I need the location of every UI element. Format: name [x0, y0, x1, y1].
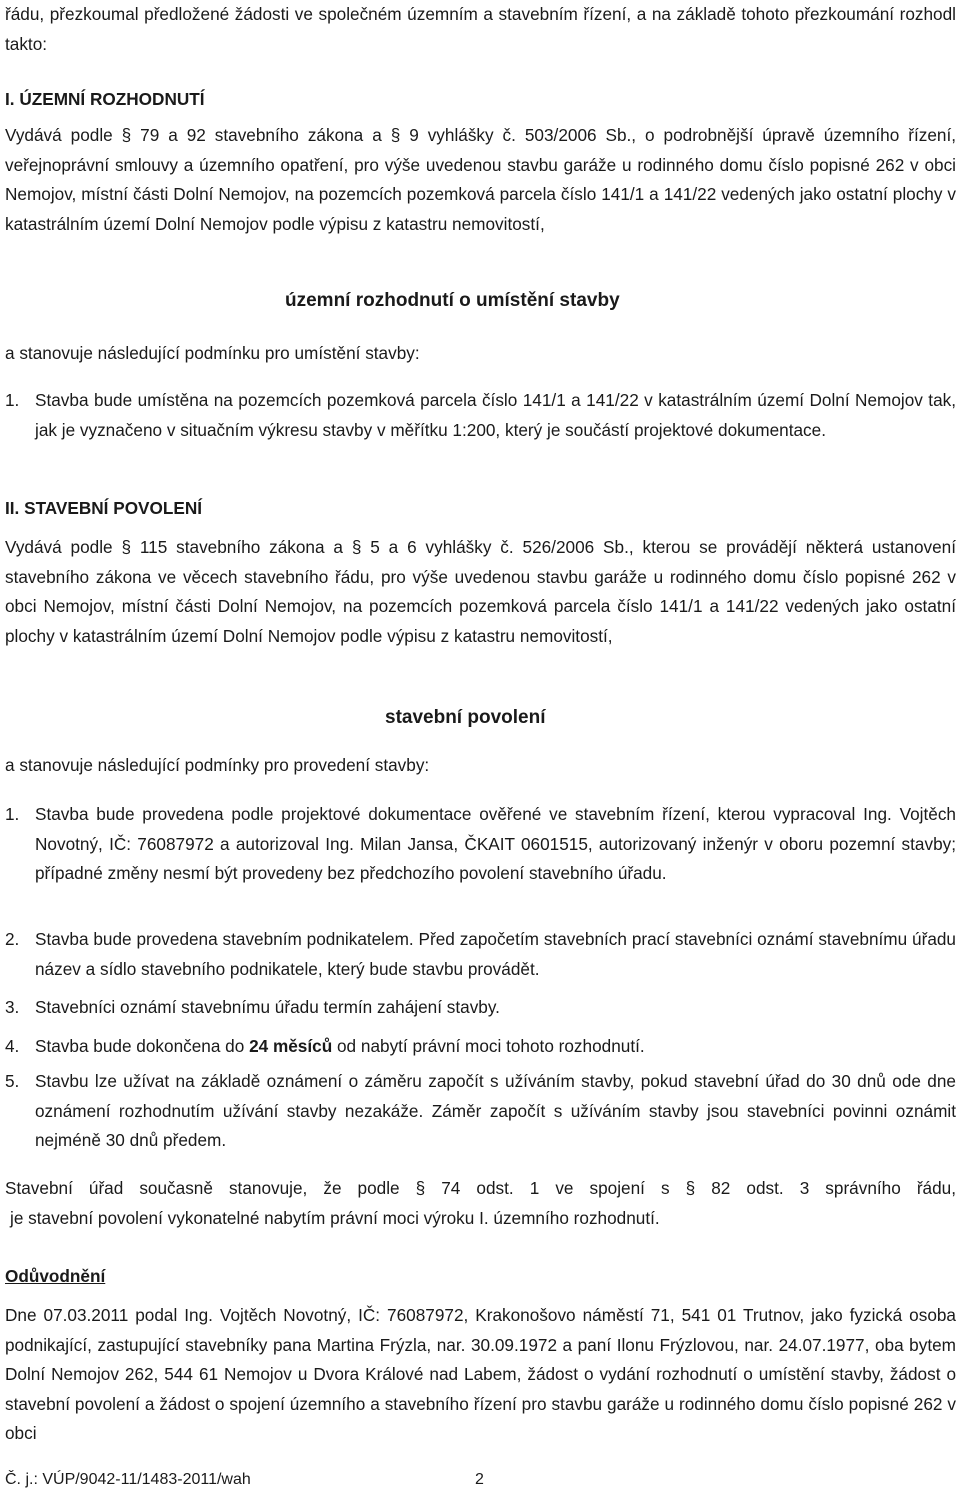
reasoning-paragraph: Dne 07.03.2011 podal Ing. Vojtěch Novotný, IČ: 76087972, Krakonošovo náměstí 71, 541 01 Trutnov, jako fyzická osoba podnikající, zastupující stavebníky pana Martina Frýzla, nar. 30.09.1972 a paní Ilonu Frýzlovou, nar. 24.07.1977, oba bytem Dolní Nemojov 262, 544 61 Nemojov u Dvora Králové nad Labem, žádost o vydání rozhodnutí o umístění stavby, žádost o stavební povolení a žádost o spojení územního a stavebního řízení pro stavbu garáže u rodinného domu číslo popisné 262 v obci — [5, 1305, 956, 1443]
list-number: 2. — [5, 929, 20, 949]
section1-paragraph-block — [5, 121, 956, 239]
list-number: 4. — [5, 1036, 20, 1056]
enforceability-line-1: Stavební úřad současně stanovuje, že podle § 74 odst. 1 ve spojení s § 82 odst. 3 správního řádu, — [5, 1178, 956, 1198]
section2-condition-1 — [5, 800, 956, 889]
page-footer — [5, 1471, 484, 1489]
list-item-text: Stavba bude umístěna na pozemcích pozemková parcela číslo 141/1 a 141/22 v katastrálním území Dolní Nemojov tak, jak je vyznačeno v situačním výkresu stavby v měřítku 1:200, který je součástí projektové dokumentace. — [35, 390, 956, 440]
section2-condition-3 — [5, 993, 956, 1023]
section2-condition-4 — [5, 1032, 956, 1062]
list-item-text: Stavebníci oznámí stavebnímu úřadu termín zahájení stavby. — [35, 997, 500, 1017]
enforceability-line-2: je stavební povolení vykonatelné nabytím právní moci výroku I. územního rozhodnutí. — [10, 1207, 660, 1228]
section1-title: územní rozhodnutí o umístění stavby — [285, 290, 620, 311]
section2-paragraph-block — [5, 533, 956, 651]
condition-4-text-after: od nabytí právní moci tohoto rozhodnutí. — [332, 1036, 645, 1056]
page-number: 2 — [475, 1471, 484, 1488]
section2-condition-2 — [5, 925, 956, 984]
list-item-text: Stavbu lze užívat na základě oznámení o záměru započít s užíváním stavby, pokud stavební úřad do 30 dnů ode dne oznámení rozhodnutím užívání stavby nezakáže. Záměr započít s užíváním stavby jsou stavebníci povinni oznámit nejméně 30 dnů předem. — [35, 1071, 956, 1150]
list-number: 1. — [5, 804, 20, 824]
list-item-text: Stavba bude provedena podle projektové dokumentace ověřené ve stavebním řízení, kterou vypracoval Ing. Vojtěch Novotný, IČ: 76087972 a autorizoval Ing. Milan Jansa, ČKAIT 0601515, autorizovaný inženýr v oboru pozemní stavby; případné změny nesmí být provedeny bez předchozího povolení stavebního úřadu. — [35, 804, 956, 883]
section1-condition-intro: a stanovuje následující podmínku pro umístění stavby: — [5, 343, 420, 363]
list-number: 5. — [5, 1071, 20, 1091]
enforceability-block — [5, 1174, 956, 1233]
section2-condition-intro: a stanovuje následující podmínky pro provedení stavby: — [5, 755, 430, 775]
intro-paragraph: řádu, přezkoumal předložené žádosti ve společném územním a stavebním řízení, a na základě tohoto přezkoumání rozhodl takto: — [5, 4, 956, 54]
section2-paragraph: Vydává podle § 115 stavebního zákona a § 5 a 6 vyhlášky č. 526/2006 Sb., kterou se provádějí některá ustanovení stavebního zákona ve věcech stavebního řádu, pro výše uvedenou stavbu garáže u rodinného domu číslo popisné 262 v obci Nemojov, místní části Dolní Nemojov, na pozemcích pozemková parcela číslo 141/1 a 141/22 vedených jako ostatní plochy v katastrálním území Dolní Nemojov podle výpisu z katastru nemovitostí, — [5, 537, 956, 646]
reference-number: Č. j.: VÚP/9042-11/1483-2011/wah — [5, 1471, 251, 1488]
condition-4-text-before: Stavba bude dokončena do — [35, 1036, 250, 1056]
list-item-text: Stavba bude provedena stavebním podnikatelem. Před započetím stavebních prací stavebníci oznámí stavebnímu úřadu název a sídlo stavebního podnikatele, který bude stavbu provádět. — [35, 929, 956, 979]
condition-4-deadline: 24 měsíců — [249, 1036, 333, 1056]
section2-condition-5 — [5, 1067, 956, 1156]
section1-condition-1 — [5, 386, 956, 445]
list-item-text — [35, 1032, 956, 1062]
reasoning-heading: Odůvodnění — [5, 1266, 106, 1286]
intro-block — [5, 0, 956, 59]
section2-heading: II. STAVEBNÍ POVOLENÍ — [5, 498, 203, 518]
section2-title: stavební povolení — [385, 707, 546, 728]
list-number: 1. — [5, 390, 20, 410]
section1-heading: I. ÚZEMNÍ ROZHODNUTÍ — [5, 89, 205, 109]
list-number: 3. — [5, 997, 20, 1017]
section1-paragraph: Vydává podle § 79 a 92 stavebního zákona a § 9 vyhlášky č. 503/2006 Sb., o podrobnější úpravě územního řízení, veřejnoprávní smlouvy a územního opatření, pro výše uvedenou stavbu garáže u rodinného domu číslo popisné 262 v obci Nemojov, místní části Dolní Nemojov, na pozemcích pozemková parcela číslo 141/1 a 141/22 vedených jako ostatní plochy v katastrálním území Dolní Nemojov podle výpisu z katastru nemovitostí, — [5, 125, 956, 234]
reasoning-paragraph-block — [5, 1301, 956, 1449]
